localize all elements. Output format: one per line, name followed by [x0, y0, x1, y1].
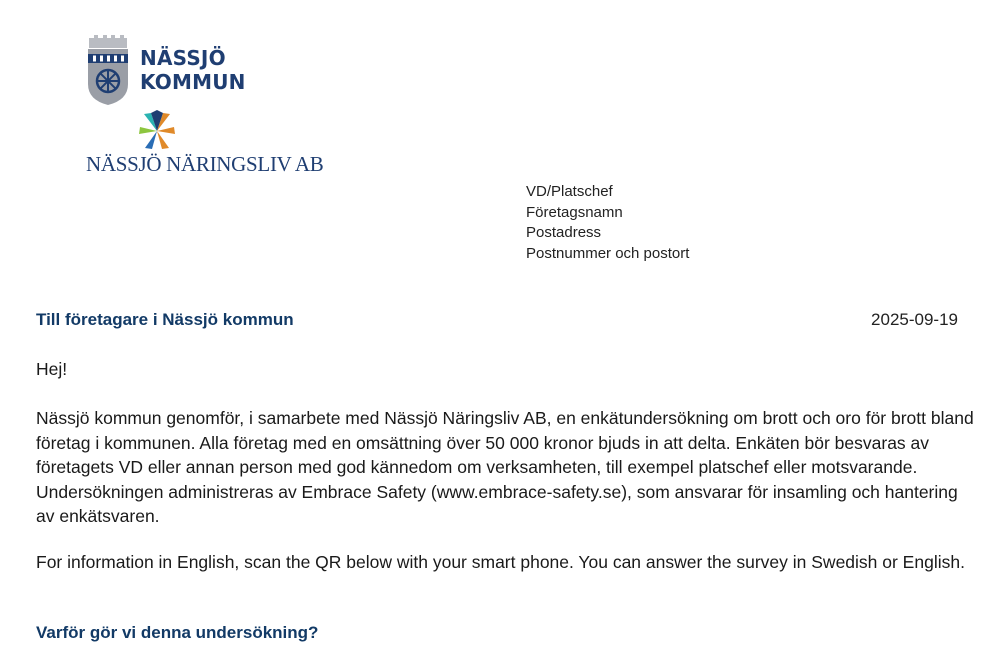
- kommun-wordmark-line1: NÄSSJÖ: [140, 46, 226, 70]
- recipient-address: [526, 182, 689, 264]
- letter-subheading: Varför gör vi denna undersökning?: [36, 623, 319, 642]
- kommun-wordmark-line2: KOMMUN: [140, 70, 246, 94]
- letter-paragraph-intro: Nässjö kommun genomför, i samarbete med Nässjö Näringsliv AB, en enkätundersökning om brott och oro för brott bland företag i kommunen. Alla företag med en omsättning över 50 000 kronor bjuds in att delta. Enkäten bör besvaras av företagets VD eller annan person med god kännedom om verksamheten, till exempel platschef eller motsvarande. Undersökningen administreras av Embrace Safety (www.embrace-safety.se), som ansvarar för insamling och hantering av enkätsvaren.: [36, 408, 974, 526]
- letter-heading: Till företagare i Nässjö kommun: [36, 310, 294, 329]
- naringsliv-star-icon: [136, 110, 178, 152]
- recipient-line-postal: Postnummer och postort: [526, 244, 690, 262]
- naringsliv-wordmark: NÄSSJÖ NÄRINGSLIV AB: [86, 152, 324, 176]
- letter-greeting: Hej!: [36, 359, 68, 379]
- letter-paragraph-english: For information in English, scan the QR below with your smart phone. You can answer the survey in Swedish or English.: [36, 552, 965, 572]
- recipient-line-title: VD/Platschef: [526, 183, 613, 200]
- recipient-line-address: Postadress: [526, 224, 602, 241]
- letter-date: 2025-09-19: [871, 310, 958, 329]
- kommun-crest-icon: [86, 34, 130, 106]
- recipient-line-company: Företagsnamn: [526, 203, 623, 221]
- kommun-wordmark: [140, 46, 246, 94]
- kommun-logo: [86, 34, 246, 106]
